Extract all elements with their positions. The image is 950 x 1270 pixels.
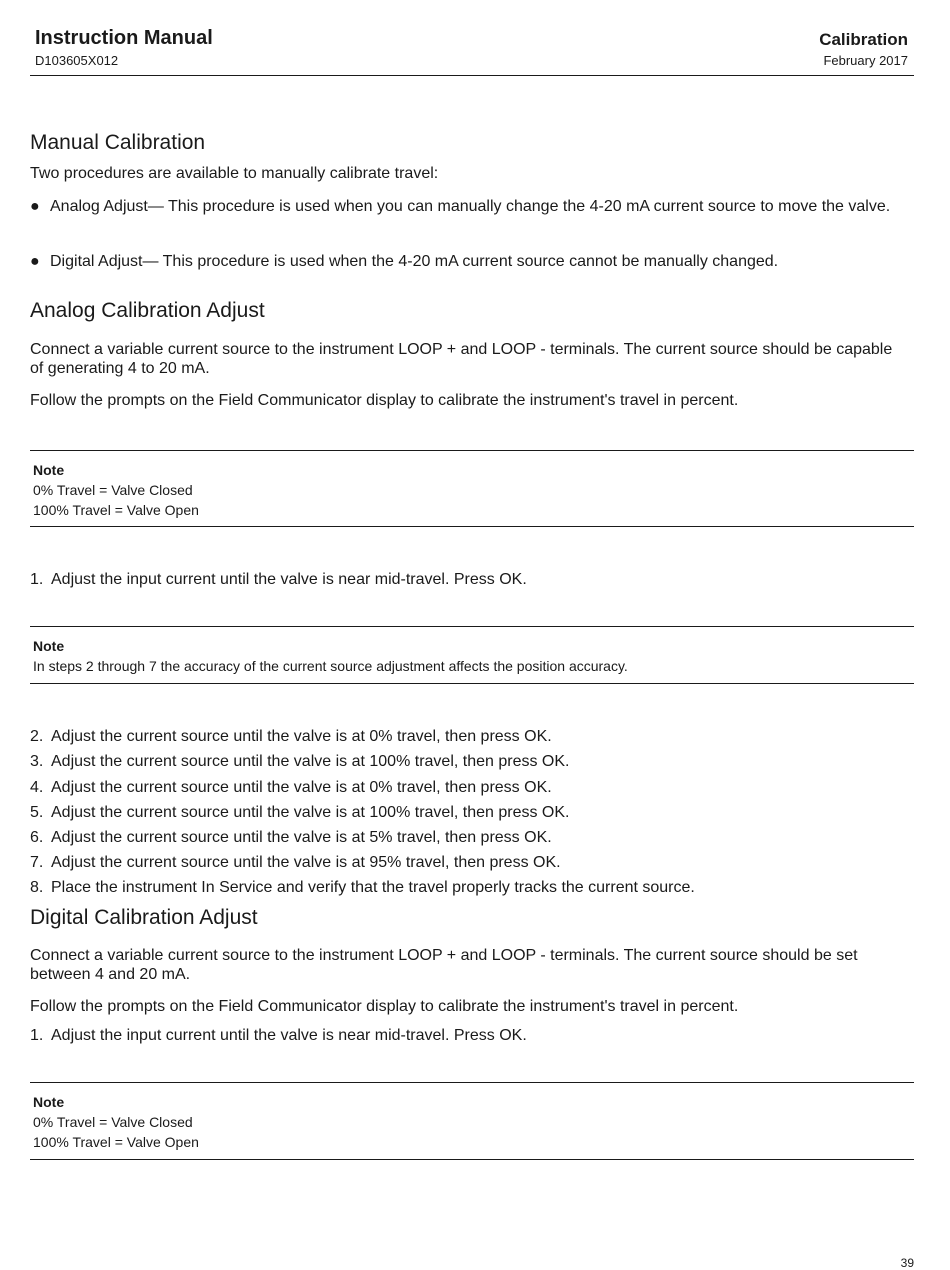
manual-title: Instruction Manual xyxy=(35,27,213,49)
analog-step-5 xyxy=(30,803,910,822)
analog-step-2 xyxy=(30,727,910,746)
note-travel-definition xyxy=(33,1092,903,1152)
step-number: 5. xyxy=(30,804,44,821)
step-text: Adjust the current source until the valve is at 100% travel, then press OK. xyxy=(51,804,570,821)
note-line: 100% Travel = Valve Open xyxy=(33,502,199,518)
note-bottom-rule xyxy=(30,683,914,684)
bullet-digital-adjust xyxy=(30,252,910,272)
section-title: Calibration xyxy=(819,30,908,49)
note-top-rule xyxy=(30,626,914,627)
note-bottom-rule xyxy=(30,1159,914,1160)
step-number: 1. xyxy=(30,1027,44,1044)
note-top-rule xyxy=(30,450,914,451)
analog-paragraph-follow: Follow the prompts on the Field Communicator display to calibrate the instrument's travel in percent. xyxy=(30,392,739,409)
bullet-dot-icon: ● xyxy=(30,253,40,270)
bullet-analog-adjust xyxy=(30,197,910,217)
bullet-text: Analog Adjust— This procedure is used when you can manually change the 4-20 mA current source to move the valve. xyxy=(50,198,891,215)
page-number: 39 xyxy=(900,1256,914,1270)
manual-calibration-intro: Two procedures are available to manually calibrate travel: xyxy=(30,165,439,182)
step-text: Adjust the current source until the valve is at 100% travel, then press OK. xyxy=(51,753,570,770)
step-text: Place the instrument In Service and verify that the travel properly tracks the current source. xyxy=(51,879,695,896)
step-number: 1. xyxy=(30,571,44,588)
step-text: Adjust the input current until the valve is near mid-travel. Press OK. xyxy=(51,1027,527,1044)
step-number: 6. xyxy=(30,829,44,846)
note-travel-definition xyxy=(33,460,903,520)
bullet-text: Digital Adjust— This procedure is used when the 4-20 mA current source cannot be manually changed. xyxy=(50,253,779,270)
analog-step-1 xyxy=(30,570,910,589)
step-text: Adjust the current source until the valve is at 95% travel, then press OK. xyxy=(51,854,561,871)
note-title: Note xyxy=(33,638,65,654)
step-text: Adjust the current source until the valve is at 0% travel, then press OK. xyxy=(51,728,552,745)
analog-calibration-heading: Analog Calibration Adjust xyxy=(30,299,265,322)
step-number: 3. xyxy=(30,753,44,770)
digital-paragraph-follow: Follow the prompts on the Field Communicator display to calibrate the instrument's travel in percent. xyxy=(30,998,739,1015)
step-text: Adjust the current source until the valve is at 0% travel, then press OK. xyxy=(51,779,552,796)
publication-date: February 2017 xyxy=(823,53,908,68)
analog-step-7 xyxy=(30,853,910,872)
note-title: Note xyxy=(33,462,65,478)
note-line: 0% Travel = Valve Closed xyxy=(33,482,193,498)
step-number: 2. xyxy=(30,728,44,745)
step-text: Adjust the current source until the valve is at 5% travel, then press OK. xyxy=(51,829,552,846)
note-top-rule xyxy=(30,1082,914,1083)
analog-step-4 xyxy=(30,778,910,797)
analog-step-3 xyxy=(30,752,910,771)
manual-calibration-heading: Manual Calibration xyxy=(30,131,206,154)
step-number: 7. xyxy=(30,854,44,871)
note-line: In steps 2 through 7 the accuracy of the current source adjustment affects the position accuracy. xyxy=(33,658,628,674)
note-line: 100% Travel = Valve Open xyxy=(33,1134,199,1150)
digital-paragraph-connect: Connect a variable current source to the instrument LOOP + and LOOP - terminals. The current source should be set between 4 and 20 mA. xyxy=(30,947,858,983)
note-accuracy xyxy=(33,636,903,676)
note-title: Note xyxy=(33,1094,65,1110)
digital-step-1 xyxy=(30,1026,910,1045)
digital-calibration-heading: Digital Calibration Adjust xyxy=(30,906,258,929)
bullet-dot-icon: ● xyxy=(30,198,40,215)
note-bottom-rule xyxy=(30,526,914,527)
header-divider xyxy=(30,75,914,76)
analog-step-6 xyxy=(30,828,910,847)
analog-step-8 xyxy=(30,878,910,897)
step-text: Adjust the input current until the valve is near mid-travel. Press OK. xyxy=(51,571,527,588)
analog-paragraph-connect: Connect a variable current source to the instrument LOOP + and LOOP - terminals. The current source should be capable of generating 4 to 20 mA. xyxy=(30,341,893,377)
step-number: 4. xyxy=(30,779,44,796)
document-number: D103605X012 xyxy=(35,53,119,68)
note-line: 0% Travel = Valve Closed xyxy=(33,1114,193,1130)
step-number: 8. xyxy=(30,879,44,896)
